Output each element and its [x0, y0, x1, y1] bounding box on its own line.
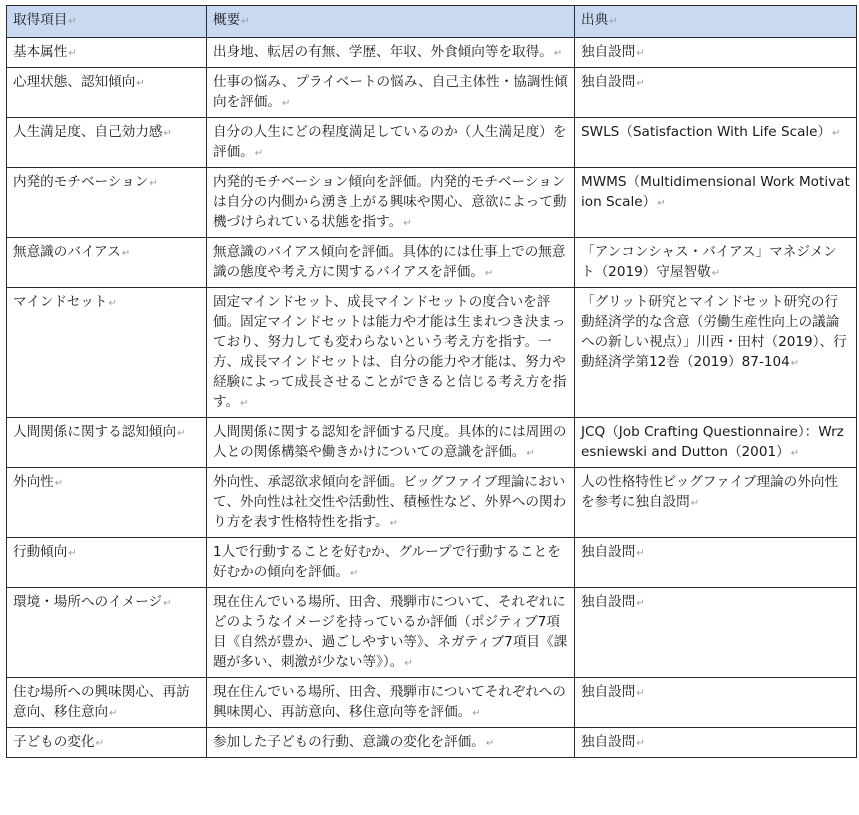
- cell-source: [575, 538, 857, 588]
- cell-source-text: JCQ（Job Crafting Questionnaire）：Wrzesniewski and Dutton（2001）: [581, 424, 844, 460]
- cell-source-text: MWMS（Multidimensional Work Motivation Scale）: [581, 174, 850, 210]
- cell-overview: [207, 728, 575, 758]
- paragraph-mark: ↵: [636, 78, 645, 89]
- paragraph-mark: ↵: [254, 148, 264, 159]
- cell-item-text: 心理状態、認知傾向: [13, 74, 136, 90]
- cell-item: [7, 118, 207, 168]
- cell-overview-text: 無意識のバイアス傾向を評価。具体的には仕事上での無意識の態度や考え方に関するバイアスを評価。: [213, 244, 566, 280]
- table-row: [7, 288, 857, 418]
- paragraph-mark: ↵: [68, 48, 77, 59]
- cell-item: [7, 288, 207, 418]
- paragraph-mark: ↵: [636, 738, 645, 749]
- paragraph-mark: ↵: [636, 548, 645, 559]
- table-row: [7, 38, 857, 68]
- cell-item-text: 人生満足度、自己効力感: [13, 124, 163, 140]
- cell-overview: [207, 418, 575, 468]
- cell-item: [7, 678, 207, 728]
- cell-overview: [207, 588, 575, 678]
- cell-source-text: 独自設問: [581, 734, 636, 750]
- paragraph-mark: ↵: [68, 16, 77, 27]
- header-item: [7, 6, 207, 38]
- table-header: [7, 6, 857, 38]
- paragraph-mark: ↵: [281, 98, 291, 109]
- paragraph-mark: ↵: [485, 738, 495, 749]
- cell-overview: [207, 118, 575, 168]
- table-row: [7, 68, 857, 118]
- cell-item-text: マインドセット: [13, 294, 108, 310]
- paragraph-mark: ↵: [636, 48, 645, 59]
- cell-source-text: 独自設問: [581, 544, 636, 560]
- table-row: [7, 418, 857, 468]
- cell-item: [7, 168, 207, 238]
- cell-item: [7, 238, 207, 288]
- table-body: [7, 38, 857, 758]
- paragraph-mark: ↵: [149, 178, 158, 189]
- cell-source: [575, 678, 857, 728]
- paragraph-mark: ↵: [349, 568, 359, 579]
- cell-source-text: 「グリット研究とマインドセット研究の行動経済学的な含意（労働生産性向上の議論への新しい視点）」川西・田村（2019）、行動経済学第12巻（2019）87-104: [581, 294, 847, 370]
- cell-item-text: 人間関係に関する認知傾向: [13, 424, 177, 440]
- cell-item-text: 無意識のバイアス: [13, 244, 121, 260]
- paragraph-mark: ↵: [404, 658, 413, 669]
- paragraph-mark: ↵: [636, 688, 645, 699]
- cell-item-text: 子どもの変化: [13, 734, 95, 750]
- cell-source: [575, 118, 857, 168]
- cell-overview: [207, 468, 575, 538]
- cell-source: [575, 588, 857, 678]
- cell-source: [575, 168, 857, 238]
- cell-item: [7, 468, 207, 538]
- paragraph-mark: ↵: [790, 358, 800, 369]
- paragraph-mark: ↵: [241, 16, 250, 27]
- cell-overview: [207, 168, 575, 238]
- header-source: [575, 6, 857, 38]
- cell-overview: [207, 238, 575, 288]
- paragraph-mark: ↵: [832, 128, 841, 139]
- paragraph-mark: ↵: [484, 268, 494, 279]
- cell-overview-text: 自分の人生にどの程度満足しているのか（人生満足度）を評価。: [213, 124, 567, 160]
- cell-overview-text: 参加した子どもの行動、意識の変化を評価。: [213, 734, 485, 750]
- paragraph-mark: ↵: [609, 16, 618, 27]
- paragraph-mark: ↵: [54, 478, 64, 489]
- cell-overview-text: 現在住んでいる場所、田舎、飛騨市についてそれぞれへの興味関心、再訪意向、移住意向等を評価。: [213, 684, 566, 720]
- cell-source-text: 人の性格特性ビッグファイブ理論の外向性を参考に独自設問: [581, 474, 839, 510]
- cell-overview-text: 現在住んでいる場所、田舎、飛騨市について、それぞれにどのようなイメージを持っているか評価（ポジティブ7項目《自然が豊か、過ごしやすい等》、ネガティブ7項目《課題が多い、刺激が少ない等》）。: [213, 594, 568, 670]
- cell-item-text: 環境・場所へのイメージ: [13, 594, 163, 610]
- header-row: [7, 6, 857, 38]
- paragraph-mark: ↵: [240, 398, 249, 409]
- table-row: [7, 118, 857, 168]
- header-source-label: 出典: [581, 12, 609, 28]
- table-row: [7, 468, 857, 538]
- paragraph-mark: ↵: [657, 198, 666, 209]
- cell-item: [7, 588, 207, 678]
- survey-items-table: [6, 5, 857, 758]
- paragraph-mark: ↵: [136, 78, 145, 89]
- cell-item-text: 住む場所への興味関心、再訪意向、移住意向: [13, 684, 190, 720]
- table-row: [7, 728, 857, 758]
- header-overview-label: 概要: [213, 12, 241, 28]
- cell-item: [7, 538, 207, 588]
- cell-overview-text: 出身地、転居の有無、学歴、年収、外食傾向等を取得。: [213, 44, 553, 60]
- paragraph-mark: ↵: [553, 48, 563, 59]
- paragraph-mark: ↵: [163, 598, 172, 609]
- paragraph-mark: ↵: [403, 218, 412, 229]
- cell-item-text: 内発的モチベーション: [13, 174, 149, 190]
- cell-overview: [207, 38, 575, 68]
- table-row: [7, 588, 857, 678]
- paragraph-mark: ↵: [389, 518, 399, 529]
- paragraph-mark: ↵: [177, 428, 186, 439]
- cell-source-text: SWLS（Satisfaction With Life Scale）: [581, 124, 832, 140]
- cell-overview: [207, 538, 575, 588]
- cell-overview: [207, 288, 575, 418]
- cell-overview-text: 固定マインドセット、成長マインドセットの度合いを評価。固定マインドセットは能力や才能は生まれつき決まっており、努力しても変わらないという考え方を指す。一方、成長マインドセットは、自分の能力や才能は、努力や経験によって成長させることができると信じる考え方を指す。: [213, 294, 567, 410]
- cell-item: [7, 418, 207, 468]
- cell-item-text: 基本属性: [13, 44, 68, 60]
- cell-overview-text: 1人で行動することを好むか、グループで行動することを好むかの傾向を評価。: [213, 544, 561, 580]
- paragraph-mark: ↵: [95, 738, 104, 749]
- paragraph-mark: ↵: [526, 448, 535, 459]
- cell-source-text: 独自設問: [581, 74, 636, 90]
- cell-overview: [207, 68, 575, 118]
- header-overview: [207, 6, 575, 38]
- table-row: [7, 538, 857, 588]
- table-row: [7, 678, 857, 728]
- cell-item: [7, 68, 207, 118]
- cell-source: [575, 68, 857, 118]
- paragraph-mark: ↵: [121, 248, 131, 259]
- paragraph-mark: ↵: [636, 598, 645, 609]
- cell-source-text: 独自設問: [581, 684, 636, 700]
- paragraph-mark: ↵: [163, 128, 172, 139]
- cell-item: [7, 728, 207, 758]
- cell-source-text: 「アンコンシャス・バイアス」マネジメント（2019）守屋智敬: [581, 244, 837, 280]
- cell-item-text: 外向性: [13, 474, 54, 490]
- cell-item-text: 行動傾向: [13, 544, 68, 560]
- cell-source: [575, 468, 857, 538]
- cell-source: [575, 418, 857, 468]
- cell-item: [7, 38, 207, 68]
- cell-overview-text: 仕事の悩み、プライベートの悩み、自己主体性・協調性傾向を評価。: [213, 74, 568, 110]
- cell-source: [575, 38, 857, 68]
- table-row: [7, 168, 857, 238]
- cell-source-text: 独自設問: [581, 44, 636, 60]
- header-item-label: 取得項目: [13, 12, 68, 28]
- cell-source: [575, 288, 857, 418]
- paragraph-mark: ↵: [790, 448, 800, 459]
- table-row: [7, 238, 857, 288]
- paragraph-mark: ↵: [68, 548, 77, 559]
- cell-source-text: 独自設問: [581, 594, 636, 610]
- cell-overview-text: 内発的モチベーション傾向を評価。内発的モチベーションは自分の内側から湧き上がる興味や関心、意欲によって動機づけられている状態を指す。: [213, 174, 567, 230]
- cell-source: [575, 728, 857, 758]
- cell-source: [575, 238, 857, 288]
- cell-overview: [207, 678, 575, 728]
- paragraph-mark: ↵: [711, 268, 721, 279]
- paragraph-mark: ↵: [472, 708, 481, 719]
- paragraph-mark: ↵: [109, 708, 118, 719]
- paragraph-mark: ↵: [108, 298, 117, 309]
- cell-overview-text: 人間関係に関する認知を評価する尺度。具体的には周囲の人との関係構築や働きかけについての意識を評価。: [213, 424, 567, 460]
- paragraph-mark: ↵: [690, 498, 700, 509]
- cell-overview-text: 外向性、承認欲求傾向を評価。ビッグファイブ理論において、外向性は社交性や活動性、積極性など、外界への関わり方を表す性格特性を指す。: [213, 474, 567, 530]
